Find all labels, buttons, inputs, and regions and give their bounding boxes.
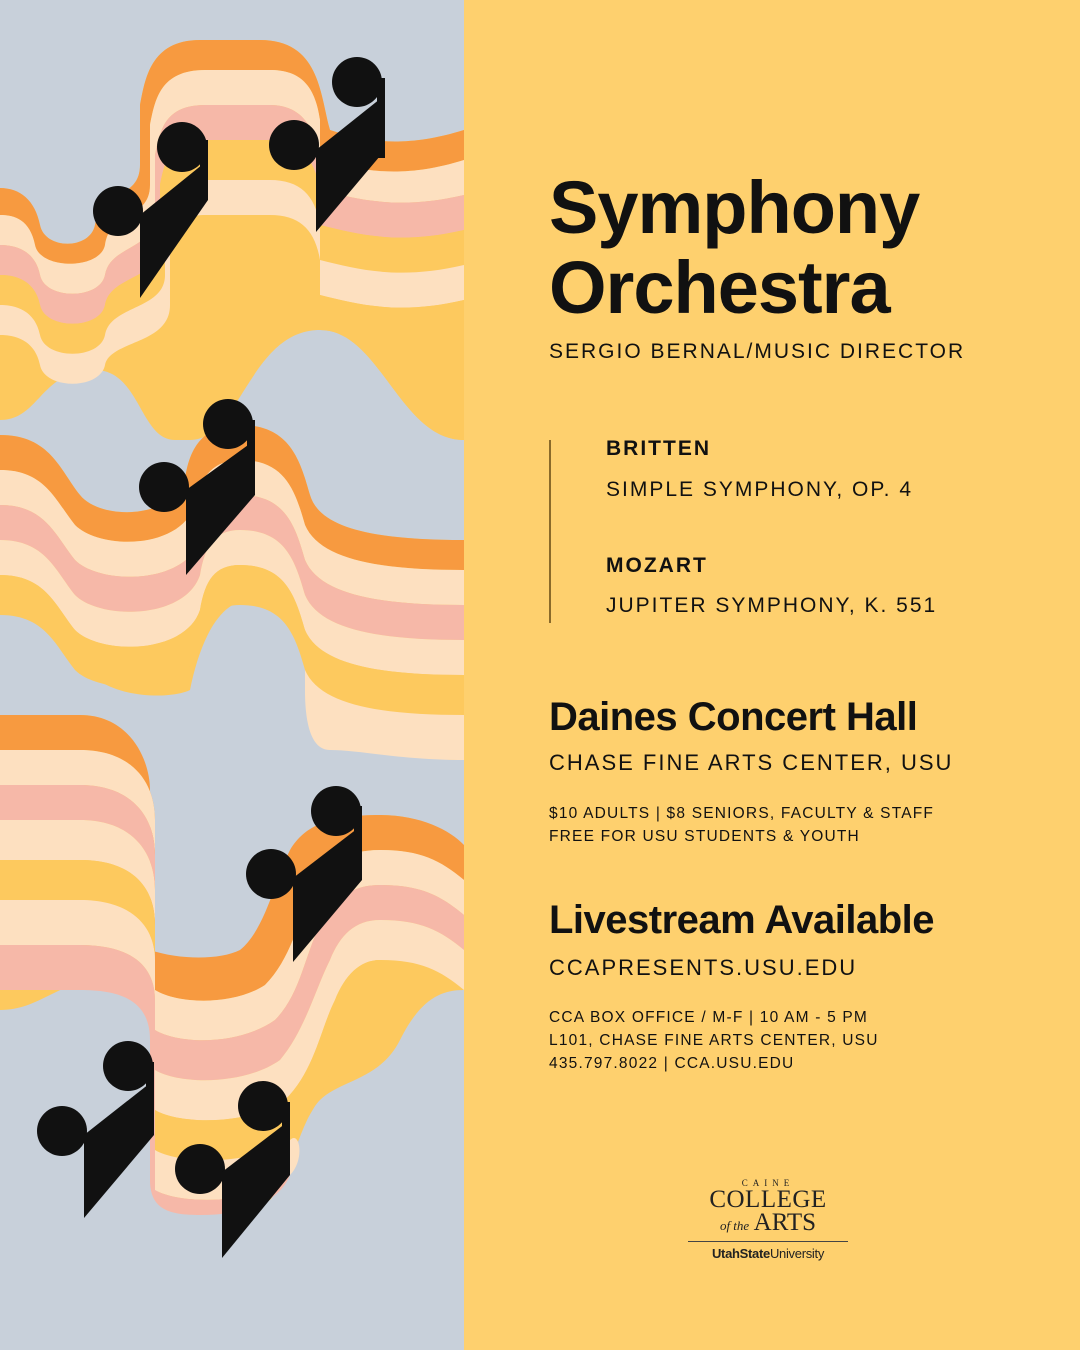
logo-university-regular: University <box>769 1246 825 1261</box>
college-logo <box>688 1178 848 1261</box>
program-piece-2: JUPITER SYMPHONY, K. 551 <box>606 594 938 617</box>
ribbon-top <box>0 40 464 440</box>
livestream-url[interactable]: CCAPRESENTS.USU.EDU <box>549 955 858 980</box>
logo-university <box>688 1246 848 1261</box>
logo-arts: ARTS <box>753 1209 817 1236</box>
pricing-line-2: FREE FOR USU STUDENTS & YOUTH <box>549 828 860 845</box>
event-title-line2: Orchestra <box>549 246 890 329</box>
program-composer-2: MOZART <box>606 554 708 577</box>
logo-university-bold: UtahState <box>711 1246 770 1261</box>
box-office-contact[interactable]: 435.797.8022 | CCA.USU.EDU <box>549 1055 795 1072</box>
box-office-location: L101, CHASE FINE ARTS CENTER, USU <box>549 1032 879 1049</box>
venue-location: CHASE FINE ARTS CENTER, USU <box>549 750 954 775</box>
livestream-heading: Livestream Available <box>549 898 935 942</box>
logo-divider <box>688 1241 848 1242</box>
event-title <box>549 168 919 328</box>
logo-caine: CAINE <box>741 1178 795 1188</box>
venue-name: Daines Concert Hall <box>549 695 918 739</box>
program-divider <box>549 440 551 623</box>
program-composer-1: BRITTEN <box>606 437 711 460</box>
ribbon-artwork <box>0 0 464 1350</box>
logo-college: COLLEGE <box>709 1186 827 1213</box>
pricing-line-1: $10 ADULTS | $8 SENIORS, FACULTY & STAFF <box>549 805 935 822</box>
music-director: SERGIO BERNAL/MUSIC DIRECTOR <box>549 340 966 363</box>
event-title-line1: Symphony <box>549 166 920 249</box>
logo-of-the: of the <box>719 1218 750 1233</box>
box-office-hours: CCA BOX OFFICE / M-F | 10 AM - 5 PM <box>549 1009 869 1026</box>
ribbon-bottom <box>0 715 464 1350</box>
program-piece-1: SIMPLE SYMPHONY, OP. 4 <box>606 478 913 501</box>
ribbon-artwork-svg <box>0 0 464 1350</box>
